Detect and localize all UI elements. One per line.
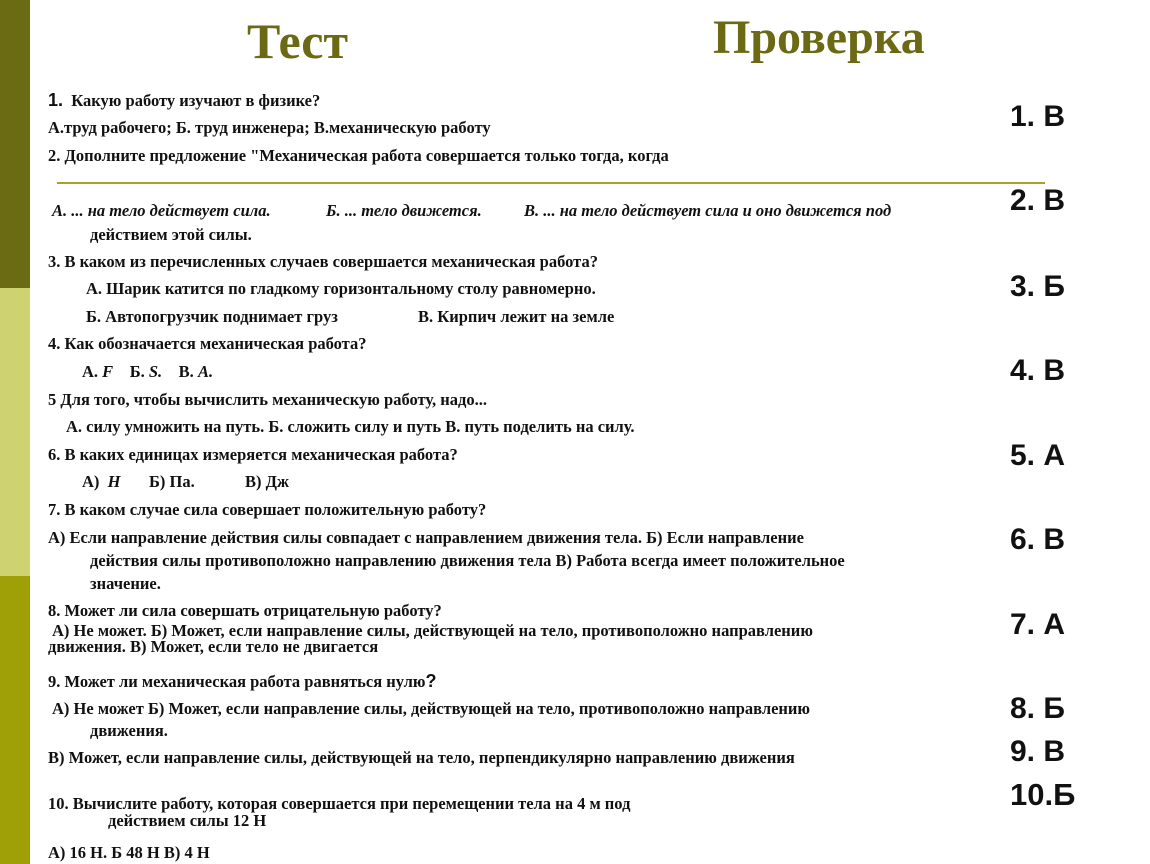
question-1-text: Какую работу изучают в физике? [71,91,321,110]
question-6-option-c: В) Дж [245,472,289,491]
question-9-options-line-2: движения. [90,721,168,740]
answer-10: 10.Б [1010,777,1076,812]
question-3-option-c: В. Кирпич лежит на земле [418,307,615,326]
answer-9: 9. В [1010,735,1066,768]
question-9-options-line-3: В) Может, если направление силы, действующей на тело, перпендикулярно направлению движения [48,748,795,767]
question-6: 6. В каких единицах измеряется механическая работа? [48,445,458,464]
question-7-options-line-2: действия силы противоположно направлению движения тела В) Работа всегда имеет положительное [90,551,845,570]
answer-4: 4. В [1010,354,1066,387]
question-5-options: А. силу умножить на путь. Б. сложить силу и путь В. путь поделить на силу. [66,417,635,436]
answer-2: 2. В [1010,184,1066,217]
question-1-number: 1. [48,90,64,110]
question-2: 2. Дополните предложение "Механическая работа совершается только тогда, когда [48,146,669,165]
question-10-cont: действием силы 12 Н [108,811,267,830]
question-10-options: А) 16 Н. Б 48 Н В) 4 Н [48,843,210,862]
answer-5: 5. А [1010,439,1066,472]
question-1-options: А.труд рабочего; Б. труд инженера; В.механическую работу [48,118,491,137]
question-7-options-line-3: значение. [90,574,161,593]
title-check: Проверка [713,11,925,64]
question-7-options-line-1: А) Если направление действия силы совпадает с направлением движения тела. Б) Если направление [48,528,804,547]
answer-7: 7. А [1010,608,1066,641]
question-8: 8. Может ли сила совершать отрицательную работу? [48,601,442,620]
side-bar-dark [0,0,30,288]
side-bar-olive [0,576,30,864]
question-3-option-b: Б. Автопогрузчик поднимает груз [86,307,338,326]
question-5: 5 Для того, чтобы вычислить механическую работу, надо... [48,390,487,409]
question-2-option-c-cont: действием этой силы. [90,225,252,244]
answer-1: 1. В [1010,100,1066,133]
question-6-option-b: Б) Па. [149,472,195,491]
question-3-option-a: А. Шарик катится по гладкому горизонтальному столу равномерно. [86,279,596,298]
question-2-option-a: А. ... на тело действует сила. [52,201,271,220]
question-1 [48,90,320,111]
question-4-options: А. F Б. S. В. A. [82,362,214,381]
question-10: 10. Вычислите работу, которая совершается при перемещении тела на 4 м под [48,794,631,813]
question-6-option-a: А) Н [82,472,121,491]
question-2-option-b: Б. ... тело движется. [326,201,482,220]
side-bar-light [0,288,30,576]
question-9: 9. Может ли механическая работа равняться нулю? [48,671,437,691]
divider-line [57,182,1045,184]
question-3: 3. В каком из перечисленных случаев совершается механическая работа? [48,252,598,271]
answer-8: 8. Б [1010,692,1065,725]
question-2-option-c: В. ... на тело действует сила и оно движется под [524,201,892,220]
question-9-options-line-1: А) Не может Б) Может, если направление силы, действующей на тело, противоположно направлению [52,699,811,718]
question-4: 4. Как обозначается механическая работа? [48,334,367,353]
title-test: Тест [247,13,349,69]
question-8-options-line-1: А) Не может. Б) Может, если направление силы, действующей на тело, противоположно направлению [52,621,813,640]
question-7: 7. В каком случае сила совершает положительную работу? [48,500,487,519]
answer-3: 3. Б [1010,270,1065,303]
answer-6: 6. В [1010,523,1066,556]
question-8-options-line-2: движения. В) Может, если тело не двигается [48,637,379,656]
